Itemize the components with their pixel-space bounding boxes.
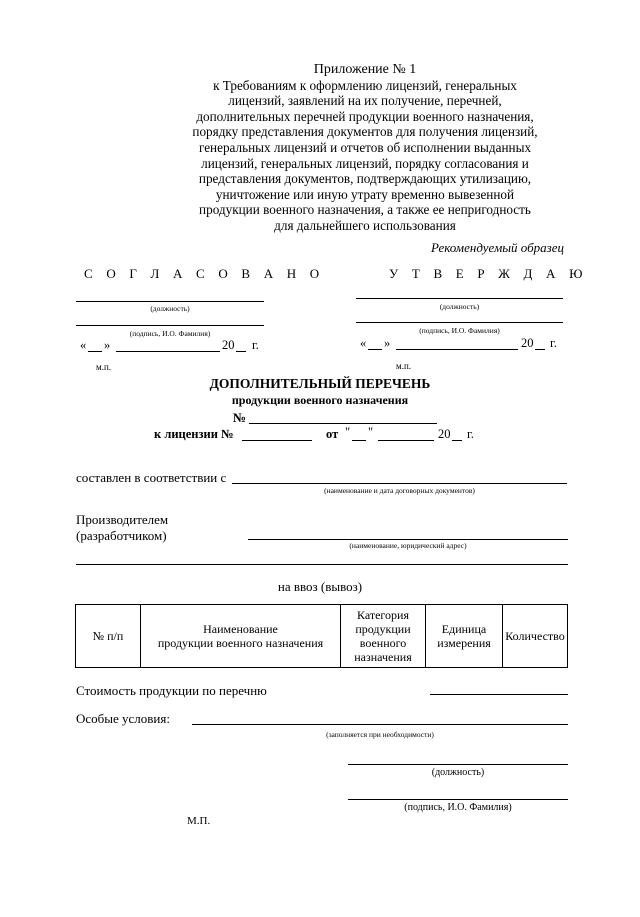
left-signature-line[interactable]: [76, 325, 264, 326]
footer-signature-line[interactable]: [348, 799, 568, 800]
col-number-label: № п/п: [92, 629, 124, 643]
appendix-line: дополнительных перечней продукции военного назначения,: [196, 108, 534, 124]
license-number-line[interactable]: [242, 440, 312, 441]
right-date-close: »: [384, 336, 391, 350]
products-table: [75, 604, 568, 668]
right-month-line[interactable]: [396, 349, 518, 350]
right-stamp: м.п.: [396, 361, 412, 371]
license-label: к лицензии №: [154, 427, 234, 441]
license-year-line[interactable]: [452, 440, 462, 441]
col-unit-header: [426, 605, 503, 668]
approve-heading: У Т В Е Р Ж Д А Ю: [389, 266, 588, 281]
right-signature-caption: (подпись, И.О. Фамилия): [419, 326, 500, 335]
left-day-line[interactable]: [88, 351, 102, 352]
right-signature-line[interactable]: [356, 322, 563, 323]
appendix-line: представления документов, подтверждающих утилизацию,: [198, 171, 532, 187]
col-category-label-4: назначения: [354, 650, 412, 664]
document-subtitle: продукции военного назначения: [231, 393, 409, 407]
document-title: ДОПОЛНИТЕЛЬНЫЙ ПЕРЕЧЕНЬ: [209, 376, 431, 391]
right-position-caption: (должность): [439, 302, 480, 311]
quote-open: ": [345, 425, 351, 439]
right-position-line[interactable]: [356, 298, 563, 299]
number-label: №: [233, 410, 247, 425]
special-line[interactable]: [192, 724, 568, 725]
col-name-label-2: продукции военного назначения: [157, 636, 324, 650]
license-month-line[interactable]: [378, 440, 434, 441]
col-category-label-1: Категория: [357, 608, 409, 622]
appendix-line: к Требованиям к оформлению лицензий, генеральных: [213, 77, 517, 93]
sample-label: Рекомендуемый образец: [430, 240, 564, 255]
col-name-header: [141, 605, 341, 668]
col-category-header: [341, 605, 426, 668]
from-label: от: [326, 427, 339, 441]
appendix-line: генеральных лицензий и отчетов об исполнении выданных: [198, 139, 532, 155]
col-number-header: [76, 605, 141, 668]
compiled-label: составлен в соответствии с: [76, 470, 227, 485]
footer-signature-caption: (подпись, И.О. Фамилия): [404, 802, 512, 813]
license-day-line[interactable]: [352, 440, 366, 441]
producer-line-2[interactable]: [76, 564, 568, 565]
appendix-line: лицензий, генеральных лицензий, порядку согласования и: [201, 155, 529, 171]
producer-caption: (наименование, юридический адрес): [349, 541, 467, 550]
col-quantity-header: [503, 605, 568, 668]
col-category-label-2: продукции: [355, 622, 411, 636]
right-date-open: «: [360, 336, 367, 350]
right-year: 20: [521, 336, 534, 350]
special-label: Особые условия:: [76, 711, 170, 726]
left-position-caption: (должность): [150, 304, 190, 313]
footer-stamp: М.П.: [187, 815, 211, 827]
col-quantity-label: Количество: [505, 629, 565, 643]
right-year-suffix: г.: [550, 336, 557, 350]
col-name-label-1: Наименование: [203, 622, 278, 636]
compiled-line[interactable]: [232, 483, 567, 484]
col-category-label-3: военного: [359, 636, 407, 650]
left-year: 20: [222, 338, 235, 352]
appendix-line: продукции военного назначения, а также ее непригодность: [199, 202, 531, 218]
right-day-line[interactable]: [368, 349, 382, 350]
appendix-line: порядку представления документов для получения лицензий,: [192, 124, 538, 140]
number-line[interactable]: [249, 423, 437, 424]
left-signature-caption: (подпись, И.О. Фамилия): [129, 329, 211, 338]
producer-line[interactable]: [248, 539, 568, 540]
left-year-line[interactable]: [236, 351, 246, 352]
appendix-header: [150, 62, 580, 234]
footer-position-line[interactable]: [348, 764, 568, 765]
appendix-line: уничтожение или иную утрату временно вывезенной: [215, 186, 515, 202]
license-year-suffix: г.: [467, 427, 474, 441]
quote-close: ": [368, 425, 374, 439]
cost-line[interactable]: [430, 694, 568, 695]
appendix-line: для дальнейшего использования: [274, 217, 456, 233]
license-year: 20: [438, 427, 451, 441]
appendix-title: Приложение № 1: [313, 62, 417, 77]
left-month-line[interactable]: [116, 351, 220, 352]
left-date-close: »: [104, 338, 111, 352]
producer-label: Производителем: [76, 512, 169, 527]
left-date-open: «: [80, 338, 87, 352]
table-header-row: [76, 605, 568, 668]
appendix-line: лицензий, заявлений на их получение, перечней,: [228, 93, 502, 109]
left-stamp: м.п.: [96, 362, 112, 372]
direction-label: на ввоз (вывоз): [277, 579, 363, 594]
compiled-caption: (наименование и дата договорных документов): [324, 486, 475, 495]
footer-position-caption: (должность): [431, 767, 485, 778]
col-unit-label-2: измерения: [437, 636, 491, 650]
left-year-suffix: г.: [252, 338, 259, 352]
cost-label: Стоимость продукции по перечню: [76, 683, 267, 698]
col-unit-label-1: Единица: [441, 622, 487, 636]
left-position-line[interactable]: [76, 301, 264, 302]
special-caption: (заполняется при необходимости): [326, 730, 434, 739]
approved-heading: С О Г Л А С О В А Н О: [84, 266, 325, 281]
right-year-line[interactable]: [535, 349, 545, 350]
developer-label: (разработчиком): [76, 528, 167, 543]
